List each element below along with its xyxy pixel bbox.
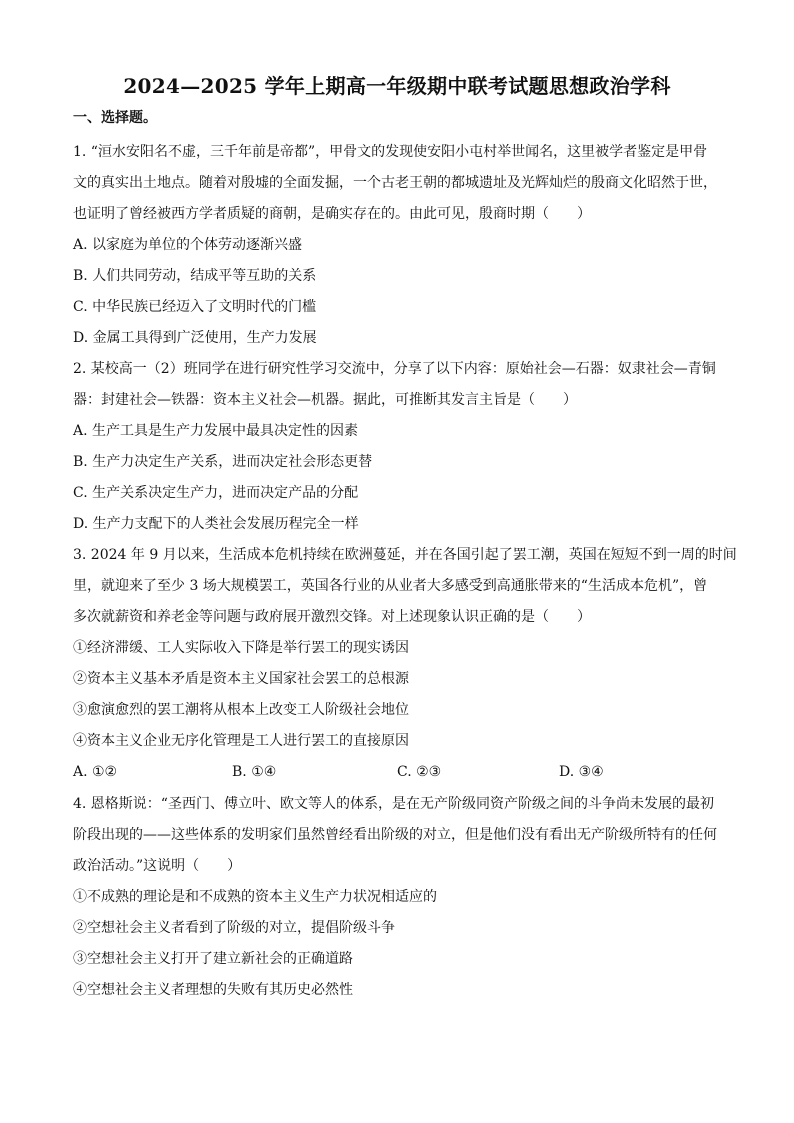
q4-stem-line-2: 阶段出现的——这些体系的发明家们虽然曾经看出阶级的对立，但是他们没有看出无产阶级所特有的任何: [73, 827, 717, 843]
q4-stem-line-1: 4. 恩格斯说：“圣西门、傅立叶、欧文等人的体系，是在无产阶级同资产阶级之间的斗争尚未发展的最初: [73, 796, 714, 812]
q1-stem-line-3: 也证明了曾经被西方学者质疑的商朝，是确实存在的。由此可见，殷商时期（ ）: [73, 206, 591, 222]
q4-statement-3: ③空想社会主义打开了建立新社会的正确道路: [73, 951, 353, 967]
q4-stem-line-3: 政治活动。”这说明（ ）: [73, 858, 242, 874]
q3-statement-3: ③愈演愈烈的罢工潮将从根本上改变工人阶级社会地位: [73, 702, 409, 718]
q1-option-a: A. 以家庭为单位的个体劳动逐渐兴盛: [73, 237, 303, 253]
q2-option-b: B. 生产力决定生产关系，进而决定社会形态更替: [73, 454, 373, 470]
q1-stem-line-2: 文的真实出土地点。随着对殷墟的全面发掘，一个古老王朝的都城遗址及光辉灿烂的殷商文化昭然于世，: [73, 175, 717, 191]
q1-stem-line-1: 1. “洹水安阳名不虚，三千年前是帝都”，甲骨文的发现使安阳小屯村举世闻名，这里被学者鉴定是甲骨: [73, 144, 708, 160]
q3-option-a: A. ①②: [73, 764, 118, 780]
q3-statement-1: ①经济滞缓、工人实际收入下降是举行罢工的现实诱因: [73, 640, 409, 656]
q3-statement-4: ④资本主义企业无序化管理是工人进行罢工的直接原因: [73, 733, 409, 749]
q1-option-d: D. 金属工具得到广泛使用，生产力发展: [73, 330, 317, 346]
q3-statement-2: ②资本主义基本矛盾是资本主义国家社会罢工的总根源: [73, 671, 409, 687]
q4-statement-2: ②空想社会主义者看到了阶级的对立，提倡阶级斗争: [73, 920, 395, 936]
q1-option-c: C. 中华民族已经迈入了文明时代的门槛: [73, 299, 317, 315]
section-heading: 一、选择题。: [73, 110, 157, 126]
page-title: 2024—2025 学年上期高一年级期中联考试题思想政治学科: [123, 74, 671, 98]
q3-stem-line-1: 3. 2024 年 9 月以来，生活成本危机持续在欧洲蔓延，并在各国引起了罢工潮，英国在短短不到一周的时间: [73, 547, 737, 563]
q3-stem-line-2: 里，就迎来了至少 3 场大规模罢工，英国各行业的从业者大多感受到高通胀带来的“生活成本危机”，曾: [73, 578, 708, 594]
q3-stem-line-3: 多次就薪资和养老金等问题与政府展开激烈交锋。对上述现象认识正确的是（ ）: [73, 609, 591, 625]
q3-option-b: B. ①④: [232, 764, 277, 780]
q4-statement-4: ④空想社会主义者理想的失败有其历史必然性: [73, 982, 353, 998]
q1-option-b: B. 人们共同劳动，结成平等互助的关系: [73, 268, 317, 284]
q2-option-c: C. 生产关系决定生产力，进而决定产品的分配: [73, 485, 359, 501]
q2-option-a: A. 生产工具是生产力发展中最具决定性的因素: [73, 423, 359, 439]
q3-option-d: D. ③④: [559, 764, 604, 780]
q3-options-row: [73, 764, 733, 782]
q3-option-c: C. ②③: [397, 764, 442, 780]
q2-stem-line-2: 器：封建社会—铁器：资本主义社会—机器。据此，可推断其发言主旨是（ ）: [73, 392, 577, 408]
q2-option-d: D. 生产力支配下的人类社会发展历程完全一样: [73, 516, 359, 532]
q4-statement-1: ①不成熟的理论是和不成熟的资本主义生产力状况相适应的: [73, 889, 437, 905]
q2-stem-line-1: 2. 某校高一（2）班同学在进行研究性学习交流中，分享了以下内容：原始社会—石器：奴隶社会—青铜: [73, 361, 716, 377]
